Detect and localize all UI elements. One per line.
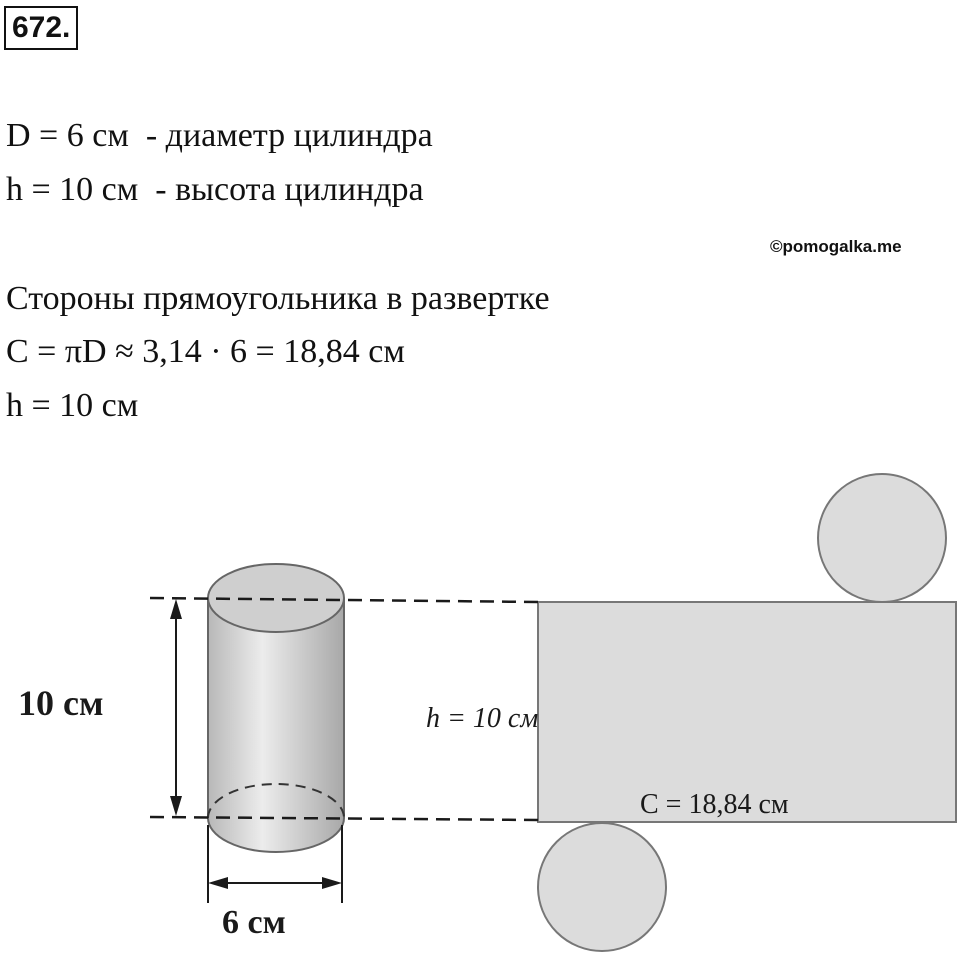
net-top-circle [818,474,946,602]
watermark: ©pomogalka.me [770,237,902,256]
height-arrow-top [170,599,182,619]
diameter-arrow-left [208,877,228,889]
cylinder-net-figure [0,465,960,965]
height-formula: h = 10 см [6,387,139,424]
circumference-formula: C = πD ≈ 3,14 · 6 = 18,84 см [6,333,405,370]
diameter-arrow-right [322,877,342,889]
net-height-label: h = 10 см [426,703,539,734]
height-label: 10 см [18,683,104,723]
cylinder-body [208,598,344,852]
task-number: 672. [4,6,78,50]
given-diameter: D = 6 см - диаметр цилиндра [6,117,433,154]
net-width-label: C = 18,84 см [640,789,789,820]
diameter-label: 6 см [222,904,286,941]
height-arrow-bottom [170,796,182,816]
net-bottom-circle [538,823,666,951]
solution-heading: Стороны прямоугольника в развертке [6,280,550,317]
given-height: h = 10 см - высота цилиндра [6,171,424,208]
